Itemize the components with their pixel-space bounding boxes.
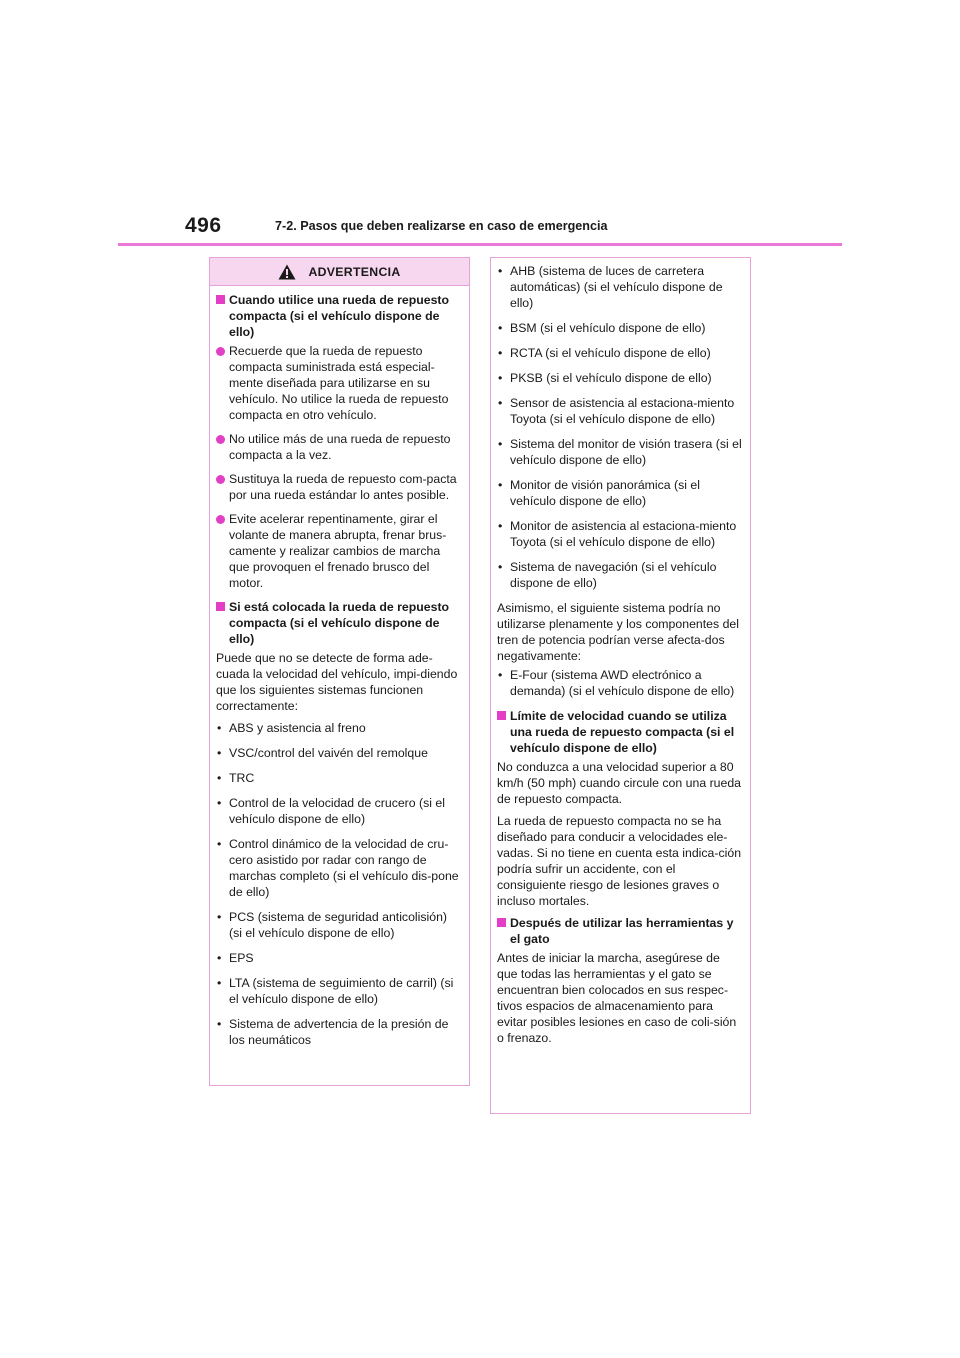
dot-item: Sustituya la rueda de repuesto com-pacta por una rueda estándar lo antes posible. bbox=[216, 471, 461, 503]
bullet-item: • E-Four (sistema AWD electrónico a demanda) (si el vehículo dispone de ello) bbox=[497, 667, 742, 699]
bullet-item: • TRC bbox=[216, 770, 461, 786]
bullet-item: • Sensor de asistencia al estaciona-miento Toyota (si el vehículo dispone de ello) bbox=[497, 395, 742, 427]
dot-item: Evite acelerar repentinamente, girar el volante de manera abrupta, frenar brus-camente y realizar cambios de marcha que provoquen el frenado brusco del motor. bbox=[216, 511, 461, 591]
bullet-item: • RCTA (si el vehículo dispone de ello) bbox=[497, 345, 742, 361]
warning-box-left bbox=[209, 257, 470, 1086]
paragraph: Antes de iniciar la marcha, asegúrese de que todas las herramientas y el gato se encuentran bien colocados en sus respec-tivos espacios de almacenamiento para evitar posibles lesiones en caso de coli-sión o frenazo. bbox=[497, 951, 737, 1045]
bullet-item: • Monitor de visión panorámica (si el vehículo dispone de ello) bbox=[497, 477, 742, 509]
bullet-item: • Sistema de advertencia de la presión de los neumáticos bbox=[216, 1016, 461, 1048]
bullet-item: • PKSB (si el vehículo dispone de ello) bbox=[497, 370, 742, 386]
section-heading-after-tools: Después de utilizar las herramientas y el gato bbox=[497, 915, 742, 947]
chapter-title: 7-2. Pasos que deben realizarse en caso de emergencia bbox=[275, 219, 608, 233]
bullet-item: • EPS bbox=[216, 950, 461, 966]
bullet-item: • Monitor de asistencia al estaciona-miento Toyota (si el vehículo dispone de ello) bbox=[497, 518, 742, 550]
header-divider bbox=[118, 243, 842, 246]
bullet-item: • AHB (sistema de luces de carretera automáticas) (si el vehículo dispone de ello) bbox=[497, 263, 742, 311]
warning-header bbox=[210, 258, 469, 286]
section-heading-compact-spare: Cuando utilice una rueda de repuesto compacta (si el vehículo dispone de ello) bbox=[216, 292, 461, 340]
dot-item: No utilice más de una rueda de repuesto compacta a la vez. bbox=[216, 431, 461, 463]
bullet-item: • Sistema del monitor de visión trasera (si el vehículo dispone de ello) bbox=[497, 436, 742, 468]
bullet-item: • BSM (si el vehículo dispone de ello) bbox=[497, 320, 742, 336]
bullet-item: • Sistema de navegación (si el vehículo dispone de ello) bbox=[497, 559, 742, 591]
warning-label: ADVERTENCIA bbox=[308, 264, 401, 279]
bullet-item: • VSC/control del vaivén del remolque bbox=[216, 745, 461, 761]
paragraph: La rueda de repuesto compacta no se ha diseñado para conducir a velocidades ele-vadas. Si no tiene en cuenta esta indica-ción podría sufrir un accidente, con el consiguiente riesgo de lesiones graves o incluso mortales. bbox=[497, 814, 742, 908]
bullet-item: • LTA (sistema de seguimiento de carril) (si el vehículo dispone de ello) bbox=[216, 975, 461, 1007]
bullet-item: • Control de la velocidad de crucero (si el vehículo dispone de ello) bbox=[216, 795, 461, 827]
bullet-item: • PCS (sistema de seguridad anticolisión) (si el vehículo dispone de ello) bbox=[216, 909, 461, 941]
section-heading-spare-fitted: Si está colocada la rueda de repuesto compacta (si el vehículo dispone de ello) bbox=[216, 599, 461, 647]
section-heading-speed-limit: Límite de velocidad cuando se utiliza una rueda de repuesto compacta (si el vehículo dispone de ello) bbox=[497, 708, 742, 756]
paragraph: No conduzca a una velocidad superior a 80 km/h (50 mph) cuando circule con una rueda de repuesto compacta. bbox=[497, 760, 742, 806]
warning-box-right bbox=[490, 257, 751, 1114]
page-number: 496 bbox=[185, 214, 222, 237]
warning-triangle-icon bbox=[278, 264, 296, 280]
paragraph: Puede que no se detecte de forma ade-cuada la velocidad del vehículo, impi-diendo que los siguientes sistemas funcionen correctamente: bbox=[216, 651, 458, 713]
bullet-item: • Control dinámico de la velocidad de cru-cero asistido por radar con rango de marchas completo (si el vehículo dis-pone de ello) bbox=[216, 836, 461, 900]
bullet-item: • ABS y asistencia al freno bbox=[216, 720, 461, 736]
paragraph: Asimismo, el siguiente sistema podría no utilizarse plenamente y los componentes del tren de potencia podrían verse afecta-dos negativamente: bbox=[497, 601, 739, 663]
dot-item: Recuerde que la rueda de repuesto compacta suministrada está especial-mente diseñada para utilizarse en su vehículo. No utilice la rueda de repuesto compacta en otro vehículo. bbox=[216, 343, 461, 423]
